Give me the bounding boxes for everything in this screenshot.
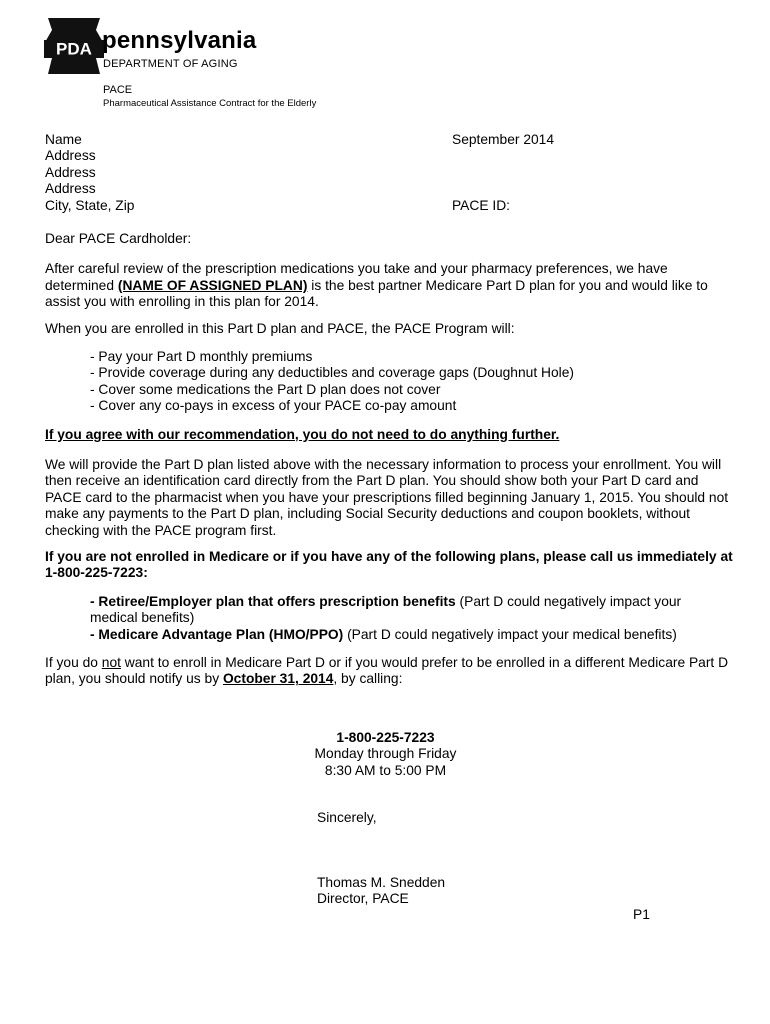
list-item: - Medicare Advantage Plan (HMO/PPO) (Part D could negatively impact your medical benefits) (90, 626, 677, 642)
org-name: pennsylvania (102, 27, 257, 54)
not-emphasis: not (101, 655, 121, 671)
program-benefits-list (45, 349, 735, 415)
salutation: Dear PACE Cardholder: (45, 231, 192, 246)
department-name: DEPARTMENT OF AGING (103, 58, 238, 70)
address-block (45, 132, 735, 214)
list-item: - Cover any co-pays in excess of your PACE co-pay amount (90, 398, 457, 414)
signer-title: Director, PACE (317, 891, 409, 907)
logo-text: PDA (56, 39, 92, 59)
signature-block (317, 875, 445, 908)
letter-body (45, 132, 735, 688)
phone-number: 1-800-225-7223 (336, 730, 435, 745)
plans-list (45, 594, 710, 643)
list-item: - Retiree/Employer plan that offers prescription benefits (Part D could negatively impact your medical benefits) (90, 593, 682, 626)
keystone-logo-icon (44, 18, 104, 74)
contact-hours: 8:30 AM to 5:00 PM (324, 762, 447, 778)
signer-name: Thomas M. Snedden (317, 875, 446, 890)
assigned-plan-placeholder: (NAME OF ASSIGNED PLAN) (117, 277, 308, 293)
contact-block (313, 730, 458, 779)
closing: Sincerely, (317, 810, 377, 825)
program-full-name: Pharmaceutical Assistance Contract for the Elderly (103, 98, 317, 109)
address-line-2: Address (45, 164, 96, 180)
paragraph-program-intro: When you are enrolled in this Part D plan and PACE, the PACE Program will: (45, 320, 515, 336)
agree-notice: If you agree with our recommendation, you do not need to do anything further. (45, 426, 560, 442)
letter-date: September 2014 (452, 132, 555, 147)
contact-days: Monday through Friday (314, 746, 457, 762)
paragraph-recommendation: After careful review of the prescription medications you take and your pharmacy preferences, we have determined (NAME OF ASSIGNED PLAN) is the best partner Medicare Part D plan for you and would like to assist you with enrolling in this plan for 2014. (45, 261, 708, 310)
city-state-zip: City, State, Zip (45, 197, 135, 213)
program-name: PACE (103, 84, 133, 96)
pace-id-label: PACE ID: (452, 198, 511, 213)
list-item: - Provide coverage during any deductibles and coverage gaps (Doughnut Hole) (90, 365, 574, 381)
paragraph-opt-out: If you do not want to enroll in Medicare Part D or if you would prefer to be enrolled in a different Medicare Part D plan, you should notify us by October 31, 2014, by calling: (45, 655, 729, 687)
paragraph-enrollment: We will provide the Part D plan listed above with the necessary information to process your enrollment. You will then receive an identification card directly from the Part D plan. You should show both your Part D card and PACE card to the pharmacist when you have your prescriptions filled beginning January 1, 2015. You should not make any payments to the Part D plan, including Social Security deductions and coupon booklets, without checking with the PACE program first. (45, 457, 729, 538)
recipient-name: Name (45, 132, 82, 147)
list-item: - Cover some medications the Part D plan does not cover (90, 381, 441, 397)
address-line-3: Address (45, 181, 96, 197)
paragraph-call-notice: If you are not enrolled in Medicare or if you have any of the following plans, please call us immediately at 1-800-225-7223: (45, 549, 733, 581)
page-number: P1 (633, 907, 650, 922)
list-item: - Pay your Part D monthly premiums (90, 349, 313, 365)
address-line-1: Address (45, 148, 96, 164)
deadline-date: October 31, 2014 (222, 671, 334, 687)
